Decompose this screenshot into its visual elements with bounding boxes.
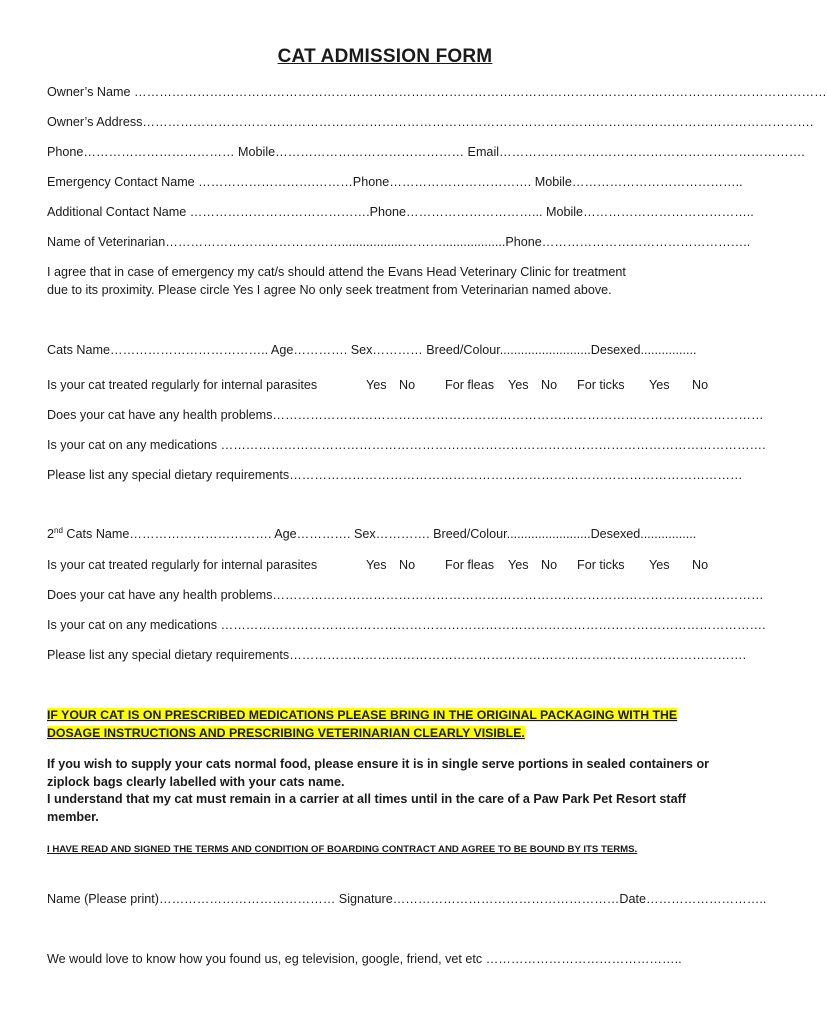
veterinarian-field[interactable]: Name of Veterinarian……………………………………..................………..................Phone…………………………………………..: [47, 235, 751, 249]
food-notice: If you wish to supply your cats normal food, please ensure it is in single serve portions in sealed containers or ziplock bags clearly labelled with your cats name.: [47, 757, 710, 789]
cat2-parasites-no[interactable]: No: [399, 558, 416, 572]
cat1-parasites-question: Is your cat treated regularly for internal parasites: [47, 378, 318, 392]
cat2-medications-field[interactable]: Is your cat on any medications ………………………………………………………………………………………………………………….: [47, 618, 766, 632]
cat1-ticks-question: For ticks: [577, 378, 625, 392]
cat1-ticks-yes[interactable]: Yes: [649, 378, 670, 392]
carrier-notice: I understand that my cat must remain in a carrier at all times until in the care of a Paw Park Pet Resort staff member.: [47, 792, 686, 824]
emergency-contact-field[interactable]: Emergency Contact Name ……………………….………Phone……………………………. Mobile…………………………………..: [47, 175, 743, 189]
cat2-ordinal-suffix: nd: [54, 525, 63, 535]
cat2-fleas-no[interactable]: No: [541, 558, 558, 572]
cat2-ticks-question: For ticks: [577, 558, 625, 572]
cat2-fleas-question: For fleas: [445, 558, 494, 572]
owner-name-field[interactable]: Owner’s Name …………………………………………………………………………………………………………………………………………………: [47, 85, 827, 99]
name-signature-date-field[interactable]: Name (Please print)…………………………………… Signature………………………………………………Date………………………..: [47, 892, 767, 906]
cat2-diet-field[interactable]: Please list any special dietary requirements……………………………………………………………………………………………….: [47, 648, 747, 662]
warning-line-2: DOSAGE INSTRUCTIONS AND PRESCRIBING VETERINARIAN CLEARLY VISIBLE.: [47, 726, 525, 740]
cat2-parasites-row: [47, 557, 717, 575]
cat2-parasites-question: Is your cat treated regularly for internal parasites: [47, 558, 318, 572]
consent-line-2[interactable]: due to its proximity. Please circle Yes I agree No only seek treatment from Veterinarian named above.: [47, 283, 612, 297]
cat1-details-field[interactable]: Cats Name……………………………….. Age…………. Sex………… Breed/Colour..........................Desexed................: [47, 343, 697, 357]
emergency-consent: [47, 263, 717, 299]
cat1-ticks-no[interactable]: No: [692, 378, 709, 392]
cat1-fleas-yes[interactable]: Yes: [508, 378, 529, 392]
phone-mobile-email-field[interactable]: Phone……………………………… Mobile……………………………………… Email……………………………………………………………….: [47, 145, 805, 159]
cat1-diet-field[interactable]: Please list any special dietary requirements………………………………………………………………………………………………: [47, 468, 743, 482]
cat1-fleas-no[interactable]: No: [541, 378, 558, 392]
cat1-parasites-row: [47, 377, 717, 395]
cat1-parasites-yes[interactable]: Yes: [366, 378, 387, 392]
form-title: CAT ADMISSION FORM: [277, 46, 493, 67]
medication-warning: [47, 706, 717, 742]
owner-address-field[interactable]: Owner’s Address…………………………………………………………………………………………………………………………………………….: [47, 115, 814, 129]
cat2-health-field[interactable]: Does your cat have any health problems………………………………………………………………………………………………………: [47, 588, 764, 602]
warning-line-1: IF YOUR CAT IS ON PRESCRIBED MEDICATIONS PLEASE BRING IN THE ORIGINAL PACKAGING WITH THE: [47, 708, 678, 722]
cat2-details-text: Cats Name……………………………. Age…………. Sex…………. Breed/Colour........................Desexed................: [62, 527, 697, 541]
cat2-ticks-yes[interactable]: Yes: [649, 558, 670, 572]
cat2-fleas-yes[interactable]: Yes: [508, 558, 529, 572]
additional-contact-field[interactable]: Additional Contact Name …………………………………….Phone…………………………... Mobile…………………………………..: [47, 205, 754, 219]
consent-line-1: I agree that in case of emergency my cat/s should attend the Evans Head Veterinary Clinic for treatment: [47, 265, 626, 279]
cat1-health-field[interactable]: Does your cat have any health problems………………………………………………………………………………………………………: [47, 408, 764, 422]
cat1-fleas-question: For fleas: [445, 378, 494, 392]
terms-acknowledgement: I HAVE READ AND SIGNED THE TERMS AND CONDITION OF BOARDING CONTRACT AND AGREE TO BE BOUND BY ITS TERMS.: [47, 844, 638, 855]
referral-source-field[interactable]: We would love to know how you found us, eg television, google, friend, vet etc ………………………………………..: [47, 952, 682, 966]
cat2-parasites-yes[interactable]: Yes: [366, 558, 387, 572]
cat2-details-field[interactable]: [47, 526, 717, 542]
cat1-medications-field[interactable]: Is your cat on any medications ………………………………………………………………………………………………………………….: [47, 438, 766, 452]
cat2-ticks-no[interactable]: No: [692, 558, 709, 572]
cat1-parasites-no[interactable]: No: [399, 378, 416, 392]
cat2-ordinal: 2: [47, 527, 55, 541]
